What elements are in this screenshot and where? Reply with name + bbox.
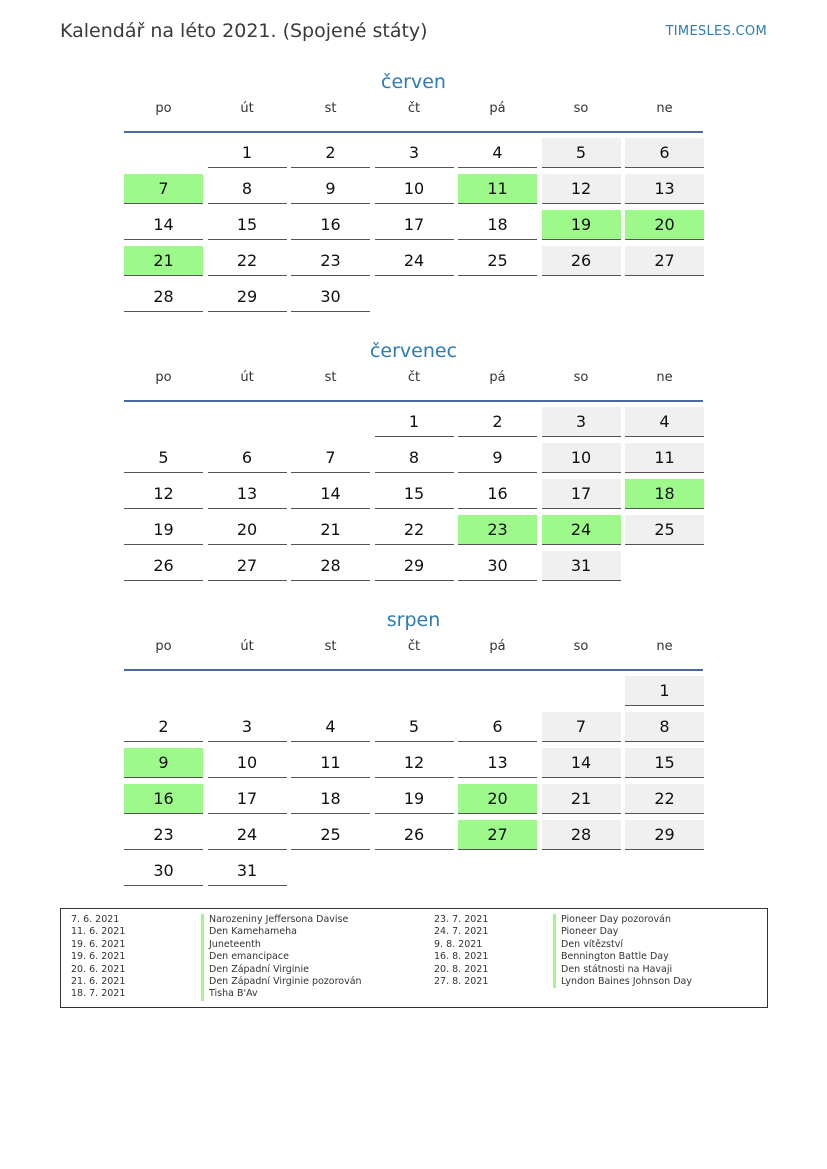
holiday-day-cell: 7 <box>124 174 203 204</box>
weekday-label: st <box>324 370 337 385</box>
weekday-label: pá <box>489 639 506 654</box>
day-cell: 3 <box>208 712 287 742</box>
day-cell: 1 <box>375 407 454 437</box>
day-cell: 11 <box>291 748 370 778</box>
day-cell: 15 <box>625 748 704 778</box>
day-cell: 22 <box>208 246 287 276</box>
legend-name: Den emancipace <box>209 951 289 963</box>
weekday-label: út <box>240 639 254 654</box>
day-cell: 8 <box>625 712 704 742</box>
legend-date: 23. 7. 2021 <box>434 914 489 925</box>
legend-name: Pioneer Day pozorován <box>561 914 672 925</box>
day-cell: 25 <box>458 246 537 276</box>
day-cell: 6 <box>208 443 287 473</box>
day-cell: 28 <box>124 282 203 312</box>
legend-date: 19. 6. 2021 <box>71 951 126 963</box>
day-cell: 24 <box>375 246 454 276</box>
weekday-label: ne <box>656 370 673 385</box>
day-cell: 21 <box>291 515 370 545</box>
legend-name: Den státnosti na Havaji <box>561 963 673 975</box>
day-cell: 8 <box>375 443 454 473</box>
day-cell: 29 <box>625 820 704 850</box>
holiday-legend <box>60 908 768 1008</box>
day-cell: 2 <box>291 138 370 168</box>
day-cell: 30 <box>291 282 370 312</box>
weekday-label: ne <box>656 639 673 654</box>
day-cell: 31 <box>542 551 621 581</box>
day-cell: 19 <box>375 784 454 814</box>
day-cell: 31 <box>208 856 287 886</box>
day-cell: 13 <box>625 174 704 204</box>
weekday-label: po <box>155 370 172 385</box>
day-cell: 30 <box>458 551 537 581</box>
day-cell: 5 <box>375 712 454 742</box>
holiday-day-cell: 16 <box>124 784 203 814</box>
holiday-day-cell: 19 <box>542 210 621 240</box>
day-cell: 14 <box>291 479 370 509</box>
day-cell: 18 <box>291 784 370 814</box>
day-cell: 25 <box>625 515 704 545</box>
weekday-header <box>124 101 703 133</box>
weekday-label: pá <box>489 101 506 116</box>
weekday-label: po <box>155 101 172 116</box>
legend-name: Tisha B'Av <box>209 988 258 1000</box>
day-cell: 5 <box>124 443 203 473</box>
weekday-label: čt <box>407 101 421 116</box>
legend-left-names <box>201 914 362 1001</box>
day-cell: 29 <box>375 551 454 581</box>
day-cell: 4 <box>458 138 537 168</box>
month-name: srpen <box>386 609 441 631</box>
weekday-label: po <box>155 639 172 654</box>
day-cell: 14 <box>542 748 621 778</box>
weekday-label: út <box>240 370 254 385</box>
day-cell: 23 <box>124 820 203 850</box>
month-july <box>124 339 703 575</box>
legend-date: 16. 8. 2021 <box>434 951 489 963</box>
day-cell: 6 <box>458 712 537 742</box>
holiday-day-cell: 11 <box>458 174 537 204</box>
day-cell: 27 <box>208 551 287 581</box>
day-cell: 12 <box>542 174 621 204</box>
weekday-label: čt <box>407 370 421 385</box>
legend-date: 7. 6. 2021 <box>71 914 120 925</box>
brand-link[interactable]: TIMESLES.COM <box>665 24 767 39</box>
day-cell: 2 <box>458 407 537 437</box>
weekday-label: pá <box>489 370 506 385</box>
weekday-label: st <box>324 101 337 116</box>
legend-right-dates <box>434 914 488 988</box>
day-cell: 10 <box>375 174 454 204</box>
weekday-label: út <box>240 101 254 116</box>
weekday-label: st <box>324 639 337 654</box>
day-cell: 10 <box>542 443 621 473</box>
legend-date: 19. 6. 2021 <box>71 938 126 950</box>
legend-date: 18. 7. 2021 <box>71 988 126 1000</box>
day-cell: 11 <box>625 443 704 473</box>
day-cell: 20 <box>208 515 287 545</box>
holiday-day-cell: 27 <box>458 820 537 850</box>
legend-right-names <box>553 914 692 988</box>
day-cell: 23 <box>291 246 370 276</box>
weekday-header <box>124 370 703 402</box>
day-cell: 3 <box>375 138 454 168</box>
month-june <box>124 70 703 306</box>
day-cell: 16 <box>291 210 370 240</box>
holiday-day-cell: 23 <box>458 515 537 545</box>
day-cell: 27 <box>625 246 704 276</box>
day-cell: 4 <box>291 712 370 742</box>
holiday-day-cell: 24 <box>542 515 621 545</box>
day-cell: 5 <box>542 138 621 168</box>
legend-left-dates <box>71 914 125 1001</box>
day-cell: 1 <box>625 676 704 706</box>
month-name: červenec <box>369 340 458 362</box>
day-cell: 18 <box>458 210 537 240</box>
legend-name: Den Kamehameha <box>209 926 297 938</box>
legend-name: Pioneer Day <box>561 926 619 938</box>
legend-name: Den Západní Virginie <box>209 963 309 975</box>
legend-name: Narozeniny Jeffersona Davise <box>209 914 349 925</box>
day-cell: 29 <box>208 282 287 312</box>
month-august <box>124 608 703 880</box>
legend-date: 21. 6. 2021 <box>71 975 126 987</box>
day-cell: 24 <box>208 820 287 850</box>
day-cell: 10 <box>208 748 287 778</box>
day-cell: 15 <box>208 210 287 240</box>
weekday-label: so <box>573 370 589 385</box>
day-cell: 25 <box>291 820 370 850</box>
holiday-day-cell: 20 <box>625 210 704 240</box>
day-cell: 17 <box>208 784 287 814</box>
day-cell: 28 <box>291 551 370 581</box>
weekday-label: ne <box>656 101 673 116</box>
month-name: červen <box>381 71 446 93</box>
day-cell: 21 <box>542 784 621 814</box>
day-cell: 6 <box>625 138 704 168</box>
legend-name: Den vítězství <box>561 938 623 950</box>
day-cell: 1 <box>208 138 287 168</box>
weekday-header <box>124 639 703 671</box>
legend-date: 11. 6. 2021 <box>71 926 126 938</box>
day-cell: 9 <box>291 174 370 204</box>
day-cell: 22 <box>375 515 454 545</box>
day-cell: 14 <box>124 210 203 240</box>
day-cell: 17 <box>542 479 621 509</box>
day-cell: 17 <box>375 210 454 240</box>
day-cell: 30 <box>124 856 203 886</box>
holiday-day-cell: 9 <box>124 748 203 778</box>
legend-date: 9. 8. 2021 <box>434 938 483 950</box>
weekday-label: so <box>573 639 589 654</box>
day-cell: 7 <box>542 712 621 742</box>
legend-date: 20. 8. 2021 <box>434 963 489 975</box>
legend-name: Den Západní Virginie pozorován <box>209 975 362 987</box>
holiday-day-cell: 18 <box>625 479 704 509</box>
legend-name: Bennington Battle Day <box>561 951 669 963</box>
day-cell: 28 <box>542 820 621 850</box>
holiday-day-cell: 21 <box>124 246 203 276</box>
weekday-label: čt <box>407 639 421 654</box>
legend-name: Lyndon Baines Johnson Day <box>561 975 692 987</box>
day-cell: 13 <box>458 748 537 778</box>
legend-name: Juneteenth <box>209 938 261 950</box>
day-cell: 12 <box>124 479 203 509</box>
day-cell: 15 <box>375 479 454 509</box>
day-cell: 9 <box>458 443 537 473</box>
page-title: Kalendář na léto 2021. (Spojené státy) <box>60 20 428 42</box>
day-cell: 22 <box>625 784 704 814</box>
legend-date: 24. 7. 2021 <box>434 926 489 938</box>
day-cell: 13 <box>208 479 287 509</box>
day-cell: 26 <box>124 551 203 581</box>
day-cell: 8 <box>208 174 287 204</box>
day-cell: 19 <box>124 515 203 545</box>
day-cell: 2 <box>124 712 203 742</box>
day-cell: 3 <box>542 407 621 437</box>
day-cell: 16 <box>458 479 537 509</box>
day-cell: 12 <box>375 748 454 778</box>
holiday-day-cell: 20 <box>458 784 537 814</box>
weekday-label: so <box>573 101 589 116</box>
legend-date: 27. 8. 2021 <box>434 975 489 987</box>
day-cell: 26 <box>542 246 621 276</box>
day-cell: 7 <box>291 443 370 473</box>
day-cell: 26 <box>375 820 454 850</box>
legend-date: 20. 6. 2021 <box>71 963 126 975</box>
day-cell: 4 <box>625 407 704 437</box>
